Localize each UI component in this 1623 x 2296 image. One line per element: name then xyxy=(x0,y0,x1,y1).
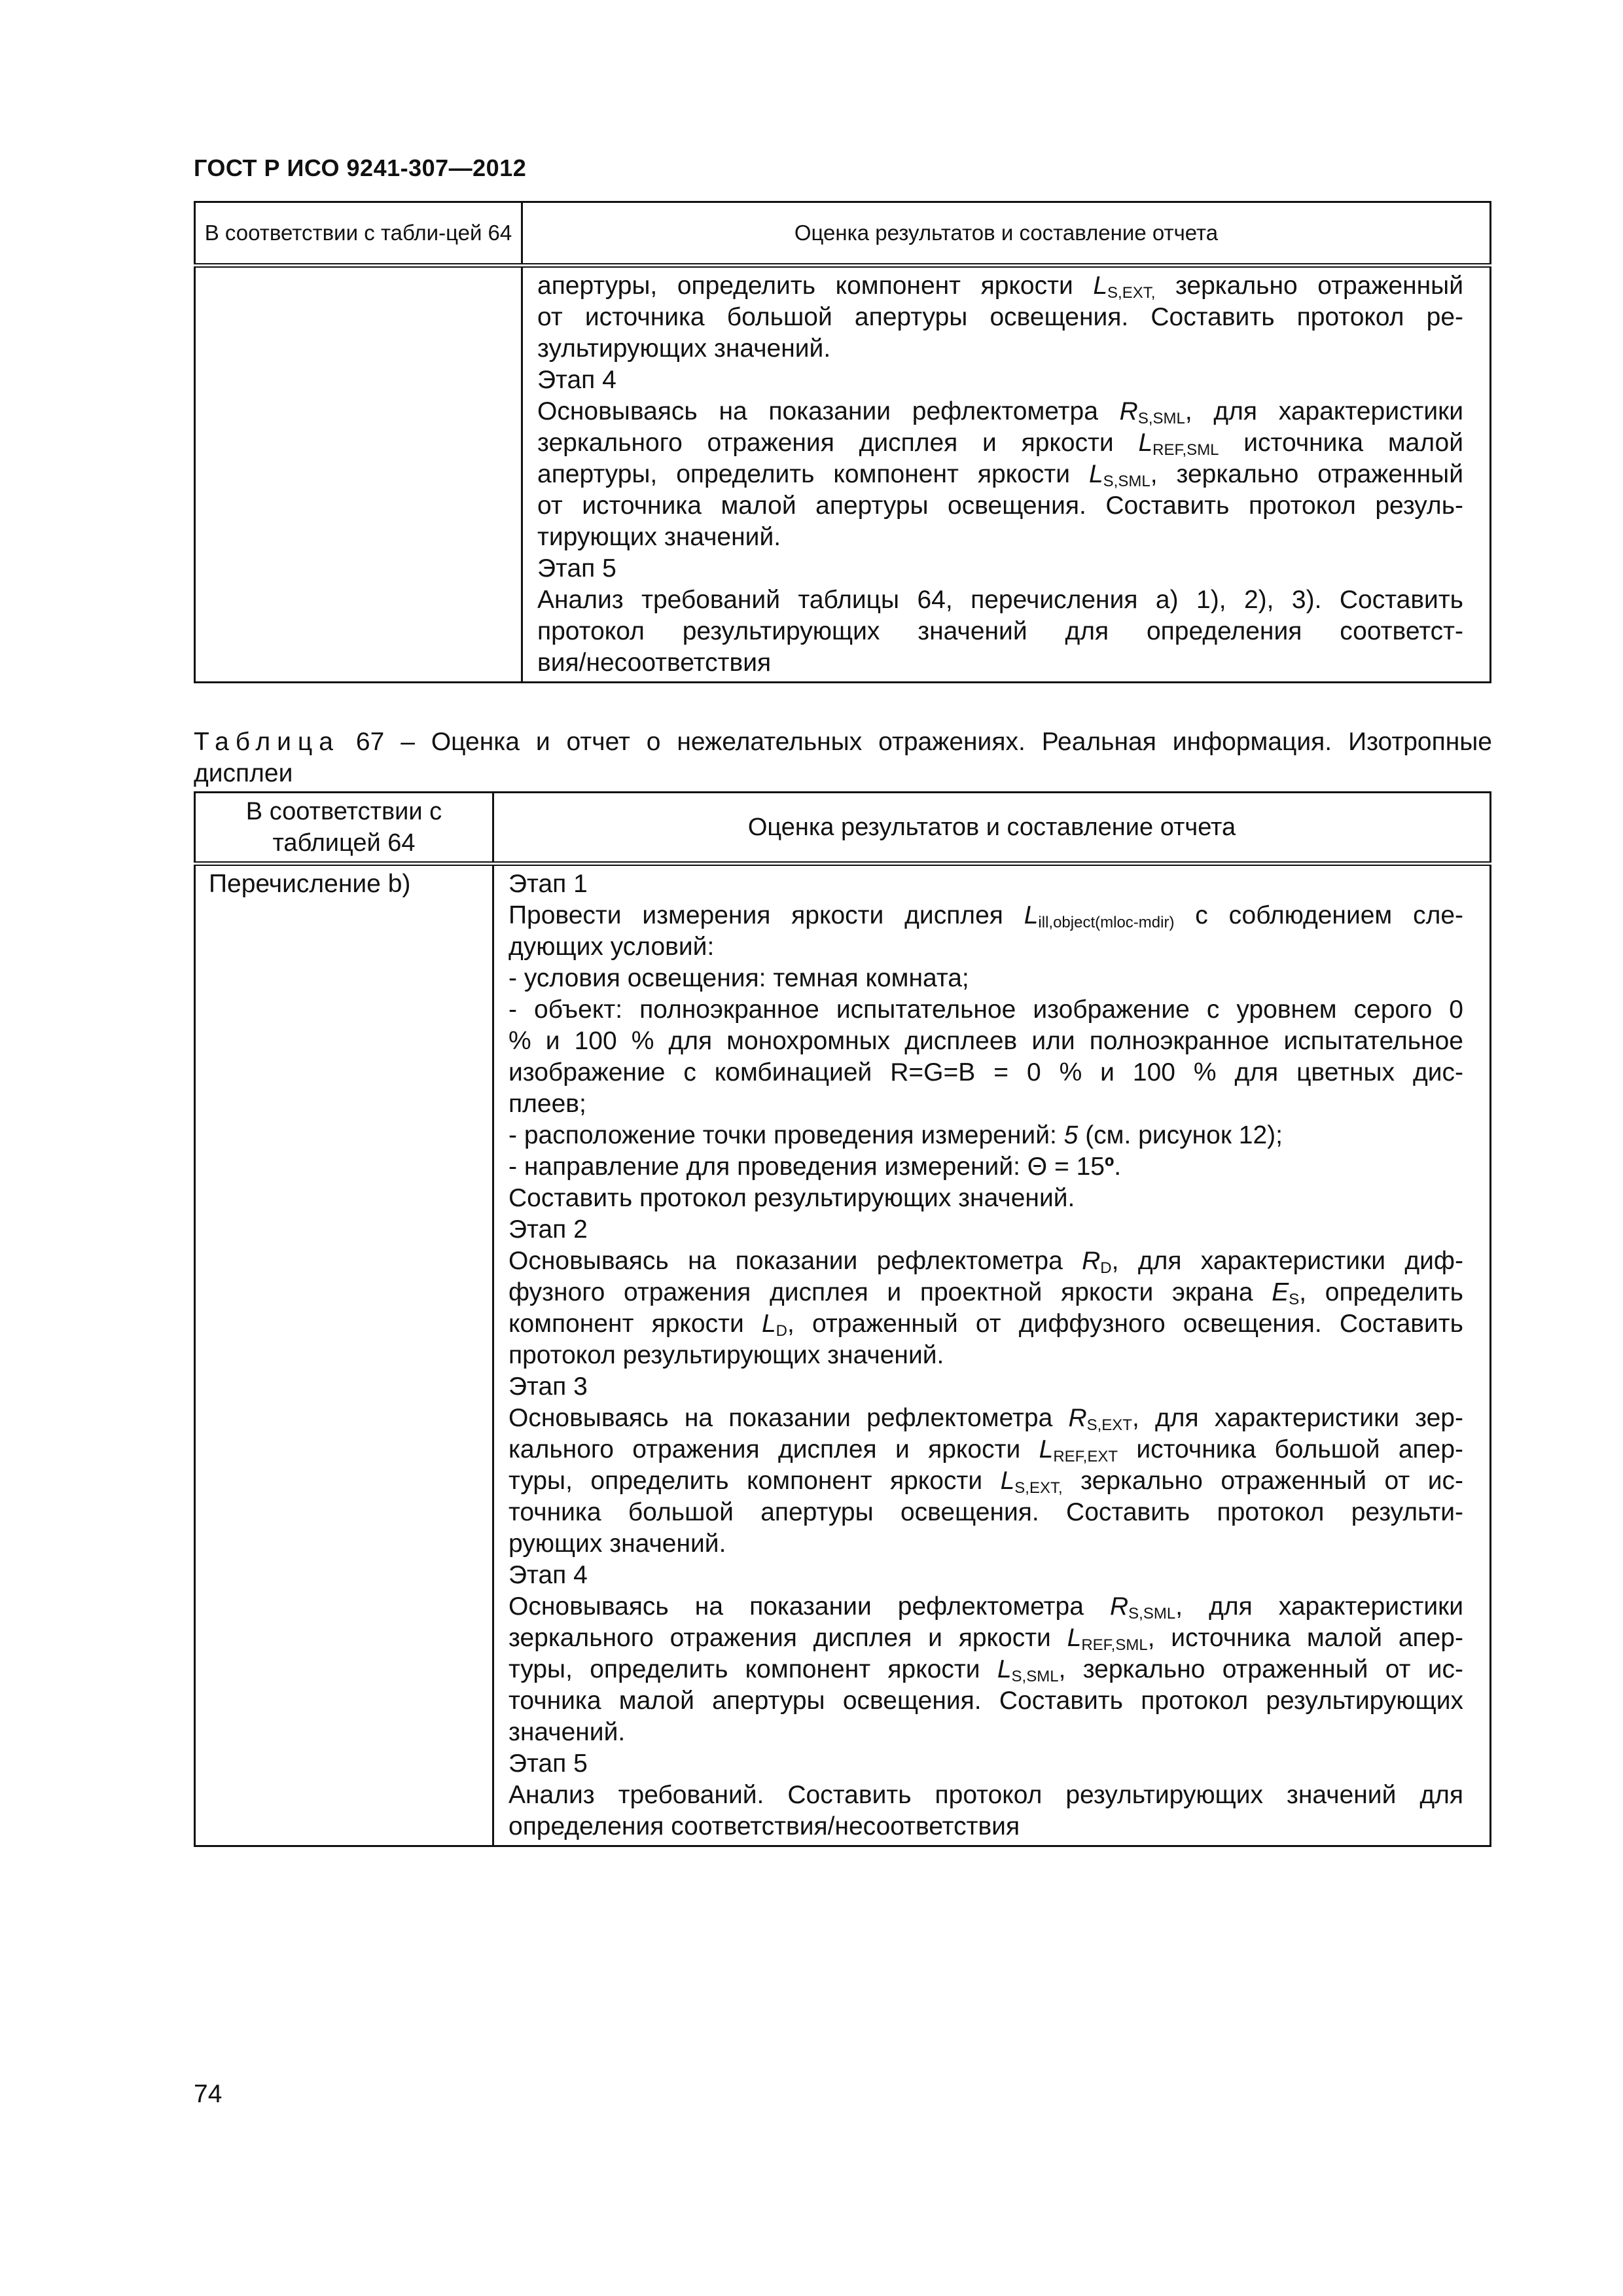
table-row xyxy=(195,266,1491,683)
evaluation-line: протокол результирующих значений для определения соответст- xyxy=(537,617,1463,645)
column-header-reference: В соответствии с таблицей 64 xyxy=(195,793,493,864)
evaluation-line: Основываясь на показании рефлектометра $R_{S,SML}$, для характеристики xyxy=(537,397,1464,427)
evaluation-line: апертуры, определить компонент яркости $L_{S,EXT,}$ зеркально отраженный xyxy=(537,272,1463,302)
evaluation-line: точника малой апертуры освещения. Составить протокол результирующих xyxy=(508,1687,1463,1715)
evaluation-line: апертуры, определить компонент яркости $L_{S,SML}$, зеркально отраженный xyxy=(537,460,1463,490)
stage-heading: Этап 2 xyxy=(508,1215,588,1244)
evaluation-line: определения соответствия/несоответствия xyxy=(508,1812,1020,1840)
evaluation-line: тирующих значений. xyxy=(537,523,781,551)
stage-heading: Этап 3 xyxy=(508,1372,588,1401)
evaluation-line: Провести измерения яркости дисплея $L_{ill,object(mloc-mdir)}$ с соблюдением сле- xyxy=(508,901,1464,931)
stage-heading: Этап 5 xyxy=(537,554,616,583)
evaluation-cell xyxy=(522,266,1491,683)
evaluation-line: значений. xyxy=(508,1718,626,1746)
column-header-evaluation: Оценка результатов и составление отчета xyxy=(522,202,1491,266)
evaluation-line: от источника малой апертуры освещения. Составить протокол резуль- xyxy=(537,492,1463,520)
caption-text: 67 – Оценка и отчет о нежелательных отражениях. Реальная информация. Изотропные дисплеи xyxy=(194,728,1492,787)
evaluation-line: туры, определить компонент яркости $L_{S,EXT,}$ зеркально отраженный от ис- xyxy=(508,1467,1463,1497)
column-header-reference: В соответствии с табли-цей 64 xyxy=(195,202,522,266)
stage-heading: Этап 5 xyxy=(508,1749,588,1778)
evaluation-line: протокол результирующих значений. xyxy=(508,1341,944,1369)
evaluation-line: фузного отражения дисплея и проектной яркости экрана $E_S$, определить xyxy=(508,1278,1463,1308)
evaluation-line: изображение с комбинацией R=G=B = 0 % и 100 % для цветных дис- xyxy=(508,1058,1463,1086)
reference-cell: Перечисление b) xyxy=(195,864,493,1846)
evaluation-line: % и 100 % для монохромных дисплеев или полноэкранное испытательное xyxy=(508,1027,1463,1055)
evaluation-line: дующих условий: xyxy=(508,933,715,961)
table-header-row xyxy=(195,793,1491,864)
evaluation-line: точника большой апертуры освещения. Составить протокол результи- xyxy=(508,1498,1463,1526)
evaluation-line: вия/несоответствия xyxy=(537,649,772,677)
column-header-evaluation: Оценка результатов и составление отчета xyxy=(493,793,1491,864)
stage-heading: Этап 4 xyxy=(508,1561,588,1589)
evaluation-line: Основываясь на показании рефлектометра $R_{S,EXT}$, для характеристики зер- xyxy=(508,1404,1463,1434)
evaluation-line: Анализ требований таблицы 64, перечисления а) 1), 2), 3). Составить xyxy=(537,586,1463,614)
evaluation-line: от источника большой апертуры освещения. Составить протокол ре- xyxy=(537,303,1463,331)
page-number: 74 xyxy=(194,2080,223,2108)
caption-label: Таблица xyxy=(194,728,340,756)
evaluation-line: плеев; xyxy=(508,1090,586,1118)
table-row xyxy=(195,864,1491,1846)
evaluation-table-67 xyxy=(194,791,1491,1847)
evaluation-line: рующих значений. xyxy=(508,1530,726,1558)
stage-heading: Этап 4 xyxy=(537,366,616,394)
table-caption xyxy=(194,726,1492,789)
evaluation-line: - условия освещения: темная комната; xyxy=(508,964,969,992)
evaluation-line: Анализ требований. Составить протокол результирующих значений для xyxy=(508,1781,1463,1809)
evaluation-line: кального отражения дисплея и яркости $L_{REF,EXT}$ источника большой апер- xyxy=(508,1435,1463,1465)
document-header: ГОСТ Р ИСО 9241-307—2012 xyxy=(194,154,527,181)
reference-cell xyxy=(195,266,522,683)
evaluation-line: зеркального отражения дисплея и яркости $L_{REF,SML}$, источника малой апер- xyxy=(508,1624,1463,1654)
evaluation-line: туры, определить компонент яркости $L_{S,SML}$, зеркально отраженный от ис- xyxy=(508,1655,1463,1685)
table-header-row xyxy=(195,202,1491,266)
evaluation-cell xyxy=(493,864,1491,1846)
evaluation-line: зультирующих значений. xyxy=(537,334,831,363)
evaluation-line: Составить протокол результирующих значений. xyxy=(508,1184,1075,1212)
evaluation-line: - объект: полноэкранное испытательное изображение с уровнем серого 0 xyxy=(508,996,1463,1024)
evaluation-line: - направление для проведения измерений: Θ = 15º. xyxy=(508,1153,1122,1181)
evaluation-line: Основываясь на показании рефлектометра $R_D$, для характеристики диф- xyxy=(508,1247,1463,1277)
evaluation-line: Основываясь на показании рефлектометра $R_{S,SML}$, для характеристики xyxy=(508,1592,1463,1623)
evaluation-line: - расположение точки проведения измерений: 5 (см. рисунок 12); xyxy=(508,1121,1283,1149)
evaluation-table-continued xyxy=(194,201,1491,683)
stage-heading: Этап 1 xyxy=(508,870,588,898)
evaluation-line: зеркального отражения дисплея и яркости $L_{REF,SML}$ источника малой xyxy=(537,429,1463,459)
evaluation-line: компонент яркости $L_D$, отраженный от диффузного освещения. Составить xyxy=(508,1310,1463,1340)
